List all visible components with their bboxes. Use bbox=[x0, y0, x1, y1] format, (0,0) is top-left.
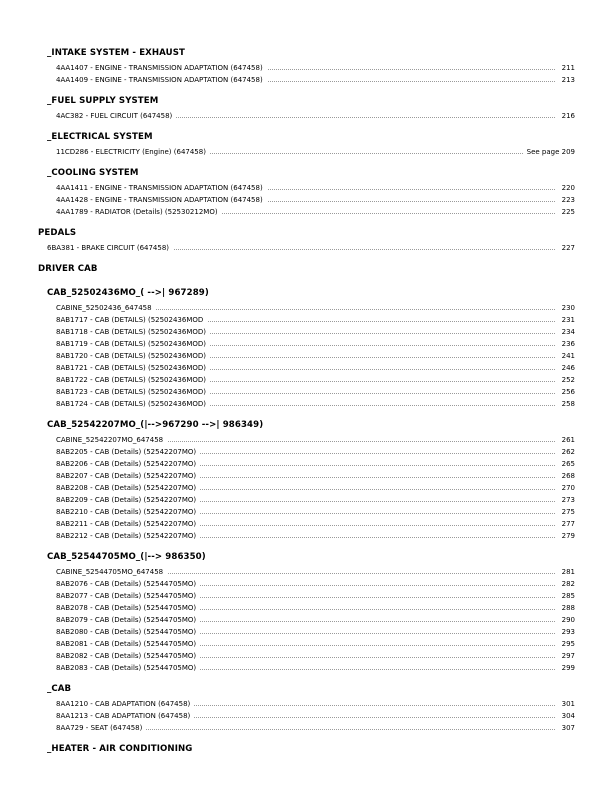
toc-entry[interactable] bbox=[0, 483, 612, 495]
toc-entry-label: 8AB1722 - CAB (DETAILS) (52502436MOD) bbox=[56, 375, 210, 385]
toc-entry-label: 8AB2076 - CAB (Details) (52544705MO) bbox=[56, 579, 200, 589]
toc-page-number: 275 bbox=[558, 507, 575, 517]
toc-entry[interactable] bbox=[0, 615, 612, 627]
toc-page-number: 220 bbox=[558, 183, 575, 193]
toc-entry-label: 8AB2209 - CAB (Details) (52542207MO) bbox=[56, 495, 200, 505]
section-heading: DRIVER CAB bbox=[38, 264, 98, 274]
toc-entry[interactable] bbox=[0, 663, 612, 675]
toc-page-number: 304 bbox=[558, 711, 575, 721]
toc-entry-label: 8AB2077 - CAB (Details) (52544705MO) bbox=[56, 591, 200, 601]
toc-entry[interactable] bbox=[0, 315, 612, 327]
toc-page-number: 211 bbox=[558, 63, 575, 73]
section-heading: _COOLING SYSTEM bbox=[47, 168, 139, 178]
toc-entry-label: 8AB2207 - CAB (Details) (52542207MO) bbox=[56, 471, 200, 481]
toc-entry-label: 8AB1717 - CAB (DETAILS) (52502436MOD bbox=[56, 315, 207, 325]
toc-entry-label: 8AB2212 - CAB (Details) (52542207MO) bbox=[56, 531, 200, 541]
toc-entry[interactable] bbox=[0, 711, 612, 723]
toc-entry[interactable] bbox=[0, 591, 612, 603]
toc-page-number: 258 bbox=[558, 399, 575, 409]
toc-page-number: 282 bbox=[558, 579, 575, 589]
toc-page-number: 288 bbox=[558, 603, 575, 613]
toc-page-number: 290 bbox=[558, 615, 575, 625]
toc-entry[interactable] bbox=[0, 363, 612, 375]
toc-entry-label: 8AB1720 - CAB (DETAILS) (52502436MOD) bbox=[56, 351, 210, 361]
section-heading: _FUEL SUPPLY SYSTEM bbox=[47, 96, 159, 106]
toc-page-number: 261 bbox=[558, 435, 575, 445]
toc-entry[interactable] bbox=[0, 327, 612, 339]
toc-entry-label: 4AA1407 - ENGINE - TRANSMISSION ADAPTATION (647458) bbox=[56, 63, 267, 73]
toc-entry-label: 8AB1721 - CAB (DETAILS) (52502436MOD) bbox=[56, 363, 210, 373]
toc-entry-label: 8AB2206 - CAB (Details) (52542207MO) bbox=[56, 459, 200, 469]
toc-page-number: 213 bbox=[558, 75, 575, 85]
toc-entry-label: 4AA1411 - ENGINE - TRANSMISSION ADAPTATION (647458) bbox=[56, 183, 267, 193]
toc-entry-label: 8AB2080 - CAB (Details) (52544705MO) bbox=[56, 627, 200, 637]
toc-page-number: 273 bbox=[558, 495, 575, 505]
toc-entry[interactable] bbox=[0, 207, 612, 219]
toc-entry[interactable] bbox=[0, 603, 612, 615]
toc-entry[interactable] bbox=[0, 639, 612, 651]
toc-entry[interactable] bbox=[0, 183, 612, 195]
toc-entry-label: 8AA1213 - CAB ADAPTATION (647458) bbox=[56, 711, 194, 721]
toc-entry[interactable] bbox=[0, 567, 612, 579]
toc-page-number: 295 bbox=[558, 639, 575, 649]
toc-entry[interactable] bbox=[0, 495, 612, 507]
toc-entry[interactable] bbox=[0, 447, 612, 459]
toc-entry-label: 8AB2082 - CAB (Details) (52544705MO) bbox=[56, 651, 200, 661]
toc-entry[interactable] bbox=[0, 147, 612, 159]
toc-page-number: 301 bbox=[558, 699, 575, 709]
toc-page-number: 270 bbox=[558, 483, 575, 493]
toc-entry-label: 8AB2205 - CAB (Details) (52542207MO) bbox=[56, 447, 200, 457]
section-heading: _HEATER - AIR CONDITIONING bbox=[47, 744, 193, 754]
toc-entry[interactable] bbox=[0, 627, 612, 639]
toc-page-number: 297 bbox=[558, 651, 575, 661]
toc-entry-label: 8AA729 - SEAT (647458) bbox=[56, 723, 146, 733]
toc-entry[interactable] bbox=[0, 195, 612, 207]
toc-entry[interactable] bbox=[0, 387, 612, 399]
toc-entry-label: 4AA1409 - ENGINE - TRANSMISSION ADAPTATION (647458) bbox=[56, 75, 267, 85]
toc-entry[interactable] bbox=[0, 507, 612, 519]
toc-entry[interactable] bbox=[0, 471, 612, 483]
toc-entry[interactable] bbox=[0, 651, 612, 663]
toc-entry-label: 8AB2083 - CAB (Details) (52544705MO) bbox=[56, 663, 200, 673]
section-heading: _INTAKE SYSTEM - EXHAUST bbox=[47, 48, 185, 58]
toc-entry[interactable] bbox=[0, 111, 612, 123]
toc-entry[interactable] bbox=[0, 579, 612, 591]
toc-page-number: See page 209 bbox=[523, 147, 575, 157]
toc-entry-label: 4AC382 - FUEL CIRCUIT (647458) bbox=[56, 111, 176, 121]
toc-entry-label: 8AB2208 - CAB (Details) (52542207MO) bbox=[56, 483, 200, 493]
toc-page-number: 265 bbox=[558, 459, 575, 469]
section-heading: _CAB bbox=[47, 684, 72, 694]
toc-page-number: 230 bbox=[558, 303, 575, 313]
section-heading: CAB_52542207MO_(|-->967290 -->| 986349) bbox=[47, 420, 264, 430]
section-heading: CAB_52544705MO_(|--> 986350) bbox=[47, 552, 206, 562]
toc-entry-label: 4AA1789 - RADIATOR (Details) (52530212MO) bbox=[56, 207, 222, 217]
toc-entry-label: 6BA381 - BRAKE CIRCUIT (647458) bbox=[47, 243, 173, 253]
toc-entry-label: 11CD286 - ELECTRICITY (Engine) (647458) bbox=[56, 147, 210, 157]
toc-page-number: 299 bbox=[558, 663, 575, 673]
toc-entry-label: 8AB1718 - CAB (DETAILS) (52502436MOD) bbox=[56, 327, 210, 337]
toc-page-number: 293 bbox=[558, 627, 575, 637]
toc-page-number: 268 bbox=[558, 471, 575, 481]
toc-page-number: 225 bbox=[558, 207, 575, 217]
toc-page-number: 281 bbox=[558, 567, 575, 577]
toc-entry[interactable] bbox=[0, 531, 612, 543]
toc-entry[interactable] bbox=[0, 75, 612, 87]
toc-page-number: 279 bbox=[558, 531, 575, 541]
toc-entry-label: CABINE_52542207MO_647458 bbox=[56, 435, 167, 445]
toc-entry[interactable] bbox=[0, 351, 612, 363]
toc-entry[interactable] bbox=[0, 303, 612, 315]
toc-entry-label: 8AB2210 - CAB (Details) (52542207MO) bbox=[56, 507, 200, 517]
toc-page-number: 231 bbox=[558, 315, 575, 325]
toc-entry[interactable] bbox=[0, 723, 612, 735]
toc-entry-label: 8AA1210 - CAB ADAPTATION (647458) bbox=[56, 699, 194, 709]
toc-entry-label: 8AB1724 - CAB (DETAILS) (52502436MOD) bbox=[56, 399, 210, 409]
toc-page-number: 227 bbox=[558, 243, 575, 253]
toc-entry[interactable] bbox=[0, 459, 612, 471]
toc-entry-label: 8AB2211 - CAB (Details) (52542207MO) bbox=[56, 519, 200, 529]
toc-entry[interactable] bbox=[0, 375, 612, 387]
toc-page-number: 236 bbox=[558, 339, 575, 349]
toc-entry-label: CABINE_52544705MO_647458 bbox=[56, 567, 167, 577]
section-heading: _ELECTRICAL SYSTEM bbox=[47, 132, 153, 142]
toc-entry-label: 8AB2081 - CAB (Details) (52544705MO) bbox=[56, 639, 200, 649]
toc-entry-label: 8AB2078 - CAB (Details) (52544705MO) bbox=[56, 603, 200, 613]
toc-page-number: 252 bbox=[558, 375, 575, 385]
toc-page-number: 234 bbox=[558, 327, 575, 337]
toc-entry[interactable] bbox=[0, 63, 612, 75]
toc-page-number: 262 bbox=[558, 447, 575, 457]
toc-entry[interactable] bbox=[0, 519, 612, 531]
toc-entry-label: 8AB1719 - CAB (DETAILS) (52502436MOD) bbox=[56, 339, 210, 349]
toc-entry-label: 4AA1428 - ENGINE - TRANSMISSION ADAPTATION (647458) bbox=[56, 195, 267, 205]
toc-entry[interactable] bbox=[0, 699, 612, 711]
toc-entry[interactable] bbox=[0, 339, 612, 351]
toc-page-number: 285 bbox=[558, 591, 575, 601]
toc-page-number: 277 bbox=[558, 519, 575, 529]
section-heading: PEDALS bbox=[38, 228, 77, 238]
toc-entry[interactable] bbox=[0, 435, 612, 447]
toc-page-number: 256 bbox=[558, 387, 575, 397]
toc-entry[interactable] bbox=[0, 399, 612, 411]
toc-page-number: 223 bbox=[558, 195, 575, 205]
toc-page-number: 307 bbox=[558, 723, 575, 733]
toc-entry-label: 8AB2079 - CAB (Details) (52544705MO) bbox=[56, 615, 200, 625]
toc-entry-label: CABINE_52502436_647458 bbox=[56, 303, 156, 313]
section-heading: CAB_52502436MO_( -->| 967289) bbox=[47, 288, 209, 298]
toc-entry-label: 8AB1723 - CAB (DETAILS) (52502436MOD) bbox=[56, 387, 210, 397]
toc-page-number: 241 bbox=[558, 351, 575, 361]
toc-page-number: 246 bbox=[558, 363, 575, 373]
toc-entry[interactable] bbox=[0, 243, 612, 255]
toc-page-number: 216 bbox=[558, 111, 575, 121]
